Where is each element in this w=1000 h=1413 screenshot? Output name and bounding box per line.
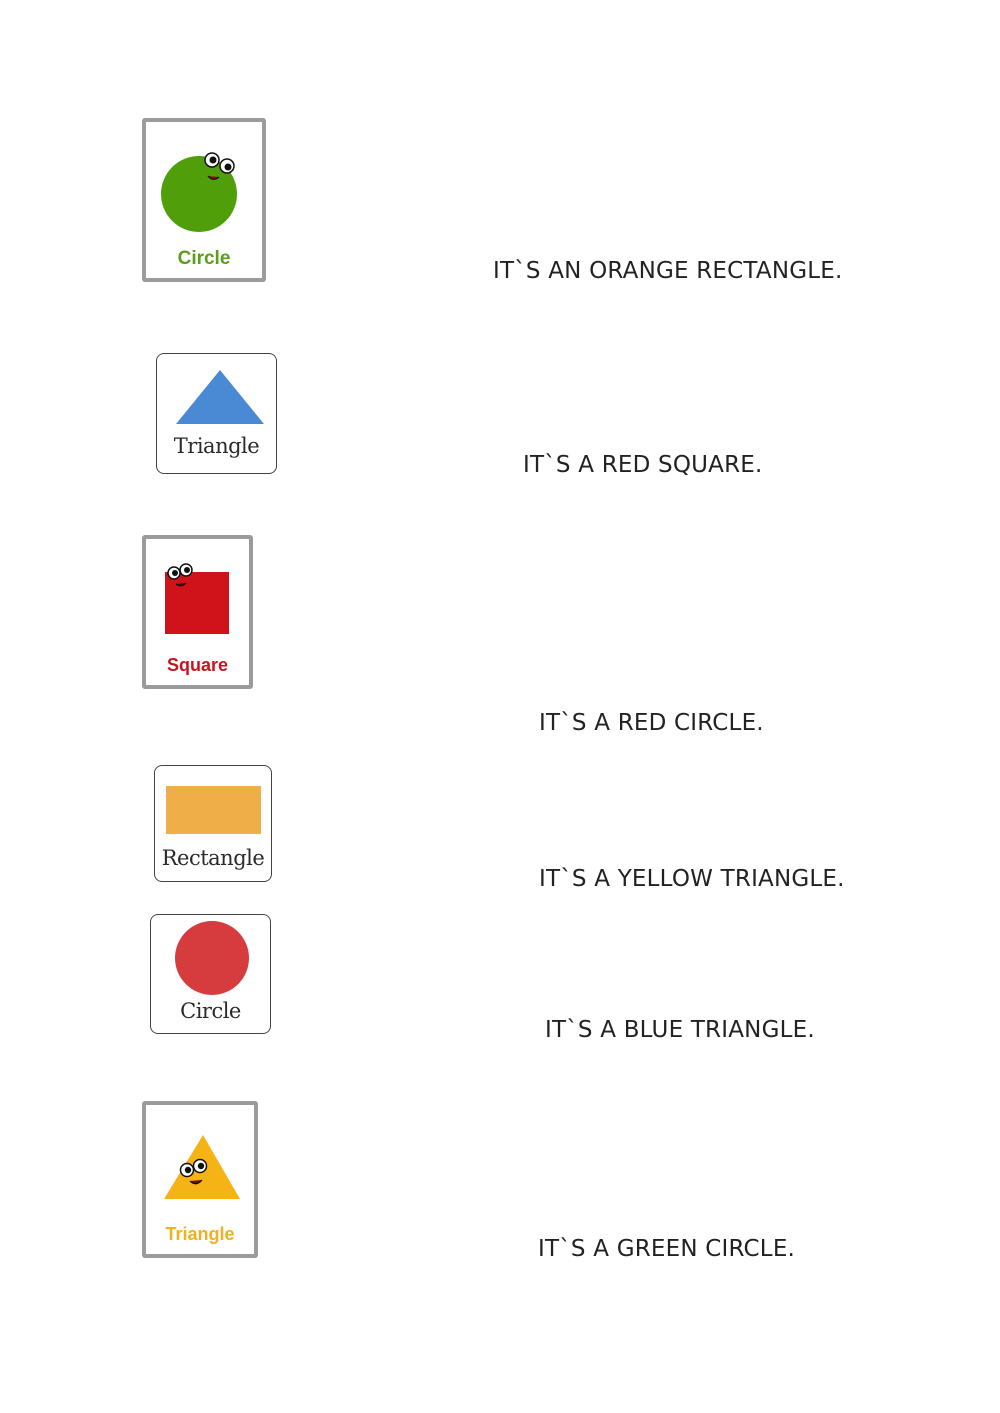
sentence-6: IT`S A GREEN CIRCLE.	[538, 1236, 796, 1262]
card-label: Triangle	[165, 1224, 235, 1244]
shape-card-red-circle	[150, 914, 271, 1034]
card-label: Circle	[180, 999, 241, 1023]
card-label: Square	[166, 655, 229, 675]
shape-card-orange-rectangle	[154, 765, 272, 882]
sentence-4: IT`S A YELLOW TRIANGLE.	[539, 866, 845, 892]
shape-card-yellow-triangle	[142, 1101, 258, 1258]
card-label: Circle	[177, 248, 231, 269]
sentence-2: IT`S A RED SQUARE.	[523, 452, 763, 478]
sentence-5: IT`S A BLUE TRIANGLE.	[545, 1017, 815, 1043]
shape-card-green-circle	[142, 118, 266, 282]
shape-card-blue-triangle	[156, 353, 277, 474]
shape-card-red-square	[142, 535, 253, 689]
card-label: Rectangle	[161, 846, 265, 870]
sentence-1: IT`S AN ORANGE RECTANGLE.	[493, 258, 843, 284]
card-label: Triangle	[173, 434, 260, 458]
sentence-3: IT`S A RED CIRCLE.	[539, 710, 764, 736]
